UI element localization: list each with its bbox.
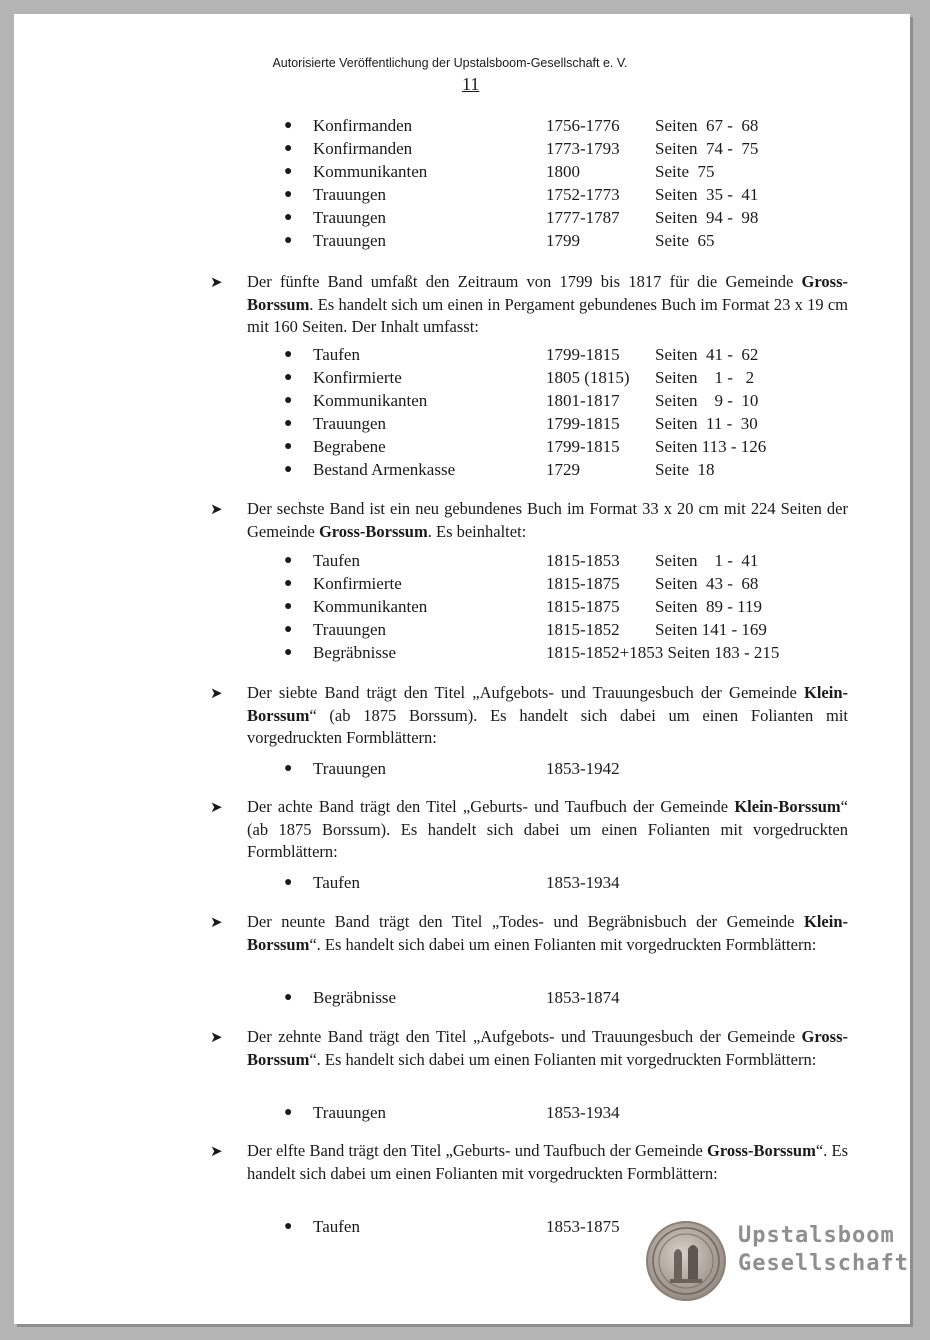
bullet-icon: ● — [284, 439, 293, 454]
entry-pages: Seiten 1 - 2 — [655, 368, 755, 387]
bullet-icon: ● — [284, 370, 293, 385]
entry-years: 1773-1793 — [546, 139, 620, 158]
entry-years: 1729 — [546, 460, 580, 479]
paragraph-band-11: ➤ Der elfte Band trägt den Titel „Geburts- und Taufbuch der Gemeinde Gross-Borssum“. Es handelt sich dabei um einen Folianten mit vorgedruckten Formblättern: — [210, 1141, 848, 1183]
entry-name: Trauungen — [313, 208, 387, 227]
entry-pages: Seiten 94 - 98 — [655, 208, 759, 227]
entry-years: 1815-1853 — [546, 551, 620, 570]
entry-name: Konfirmierte — [313, 574, 402, 593]
entry-name: Konfirmanden — [313, 139, 413, 158]
entry-years: 1800 — [546, 162, 580, 181]
entry-years: 1815-1875 — [546, 574, 620, 593]
entry-name: Trauungen — [313, 414, 387, 433]
paragraph-band-9: ➤ Der neunte Band trägt den Titel „Todes- und Begräbnisbuch der Gemeinde Klein-Borssum“. Es handelt sich dabei um einen Folianten mit vorgedruckten Formblättern: — [210, 912, 848, 954]
entry-years: 1853-1874 — [546, 988, 620, 1007]
bullet-icon: ● — [284, 622, 293, 637]
entry-years: 1815-1875 — [546, 597, 620, 616]
arrow-bullet-icon: ➤ — [210, 1142, 223, 1160]
arrow-bullet-icon: ➤ — [210, 1028, 223, 1046]
bullet-icon: ● — [284, 416, 293, 431]
entry-years: 1801-1817 — [546, 391, 620, 410]
seal-icon — [646, 1221, 726, 1301]
arrow-bullet-icon: ➤ — [210, 500, 223, 518]
page-number: 11 — [462, 74, 480, 94]
paragraph-band-10: ➤ Der zehnte Band trägt den Titel „Aufgebots- und Trauungesbuch der Gemeinde Gross-Borssum“. Es handelt sich dabei um einen Folianten mit vorgedruckten Formblättern: — [210, 1027, 848, 1069]
bullet-icon: ● — [284, 164, 293, 179]
entry-name: Begrabene — [313, 437, 386, 456]
entry-name: Taufen — [313, 551, 360, 570]
entry-name: Bestand Armenkasse — [313, 460, 456, 479]
entry-years: 1777-1787 — [546, 208, 620, 227]
bullet-icon: ● — [284, 210, 293, 225]
bullet-icon: ● — [284, 462, 293, 477]
entry-name: Kommunikanten — [313, 162, 428, 181]
publication-header — [14, 56, 910, 70]
bullet-icon: ● — [284, 347, 293, 362]
paragraph-band-7: ➤ Der siebte Band trägt den Titel „Aufgebots- und Trauungesbuch der Gemeinde Klein-Borssum“ (ab 1875 Borssum). Es handelt sich dabei um einen Folianten mit vorgedruckten Formblättern: — [210, 683, 848, 747]
entry-pages: Seiten 74 - 75 — [655, 139, 759, 158]
bullet-icon: ● — [284, 187, 293, 202]
entry-name: Taufen — [313, 873, 360, 892]
bullet-icon: ● — [284, 990, 293, 1005]
entry-years: 1756-1776 — [546, 116, 620, 135]
entry-years: 1752-1773 — [546, 185, 620, 204]
logo-line-1: Upstalsboom — [738, 1223, 895, 1248]
entry-pages: Seiten 9 - 10 — [655, 391, 759, 410]
entry-pages: Seiten 1 - 41 — [655, 551, 759, 570]
entry-name: Konfirmierte — [313, 368, 402, 387]
entry-name: Trauungen — [313, 620, 387, 639]
arrow-bullet-icon: ➤ — [210, 798, 223, 816]
entry-name: Taufen — [313, 345, 360, 364]
publication-note: Autorisierte Veröffentlichung der Upstalsboom-Gesellschaft e. V. — [272, 56, 628, 70]
bullet-icon: ● — [284, 393, 293, 408]
entry-years: 1853-1942 — [546, 759, 620, 778]
entry-name: Trauungen — [313, 185, 387, 204]
bullet-icon: ● — [284, 118, 293, 133]
bullet-icon: ● — [284, 599, 293, 614]
paragraph-band-8: ➤ Der achte Band trägt den Titel „Geburts- und Taufbuch der Gemeinde Klein-Borssum“ (ab 1875 Borssum). Es handelt sich dabei um einen Folianten mit vorgedruckten Formblättern: — [210, 797, 848, 861]
bullet-icon: ● — [284, 233, 293, 248]
entry-pages: Seiten 11 - 30 — [655, 414, 758, 433]
paragraph-band-5: ➤ Der fünfte Band umfaßt den Zeitraum von 1799 bis 1817 für die Gemeinde Gross-Borssum. Es handelt sich um einen in Pergament gebundenes Buch im Format 23 x 19 cm mit 160 Seiten. Der Inhalt umfasst: — [210, 272, 848, 336]
bullet-icon: ● — [284, 1105, 293, 1120]
entry-pages: Seiten 113 - 126 — [655, 437, 767, 456]
entry-pages: Seiten 41 - 62 — [655, 345, 759, 364]
logo-line-2: Gesellschaft — [738, 1251, 909, 1276]
entry-years: 1815-1852 — [546, 620, 620, 639]
entry-name: Kommunikanten — [313, 391, 428, 410]
bullet-icon: ● — [284, 875, 293, 890]
upstalsboom-logo — [646, 1218, 909, 1314]
paragraph-band-6: ➤ Der sechste Band ist ein neu gebundenes Buch im Format 33 x 20 cm mit 224 Seiten der Gemeinde Gross-Borssum. Es beinhaltet: — [210, 499, 848, 541]
entry-pages: Seiten 89 - 119 — [655, 597, 763, 616]
entry-years: 1805 (1815) — [546, 368, 630, 387]
entry-name: Trauungen — [313, 759, 387, 778]
entry-years: 1799-1815 — [546, 345, 620, 364]
entry-years: 1853-1875 — [546, 1217, 620, 1236]
entry-name: Trauungen — [313, 231, 387, 250]
bullet-icon: ● — [284, 645, 293, 660]
entry-pages: Seiten 35 - 41 — [655, 185, 759, 204]
entry-name: Begräbnisse — [313, 988, 397, 1007]
arrow-bullet-icon: ➤ — [210, 684, 223, 702]
entry-years: 1799 — [546, 231, 580, 250]
entry-name: Konfirmanden — [313, 116, 413, 135]
entry-name: Taufen — [313, 1217, 360, 1236]
entry-pages: Seiten 43 - 68 — [655, 574, 759, 593]
logo-wordmark — [738, 1222, 909, 1278]
bullet-icon: ● — [284, 1219, 293, 1234]
bullet-icon: ● — [284, 553, 293, 568]
entry-pages: Seite 75 — [655, 162, 715, 181]
entry-name: Kommunikanten — [313, 597, 428, 616]
entry-years: 1815-1852+1853 Seiten 183 - 215 — [546, 643, 780, 662]
entry-name: Begräbnisse — [313, 643, 397, 662]
arrow-bullet-icon: ➤ — [210, 273, 223, 291]
entry-pages: Seiten 141 - 169 — [655, 620, 767, 639]
bullet-icon: ● — [284, 576, 293, 591]
entry-pages: Seite 65 — [655, 231, 715, 250]
entry-pages: Seiten 67 - 68 — [655, 116, 759, 135]
entry-name: Trauungen — [313, 1103, 387, 1122]
entry-years: 1853-1934 — [546, 873, 620, 892]
entry-pages: Seite 18 — [655, 460, 715, 479]
document-page — [14, 14, 910, 1324]
bullet-icon: ● — [284, 141, 293, 156]
entry-years: 1799-1815 — [546, 437, 620, 456]
bullet-icon: ● — [284, 761, 293, 776]
entry-years: 1853-1934 — [546, 1103, 620, 1122]
arrow-bullet-icon: ➤ — [210, 913, 223, 931]
entry-years: 1799-1815 — [546, 414, 620, 433]
